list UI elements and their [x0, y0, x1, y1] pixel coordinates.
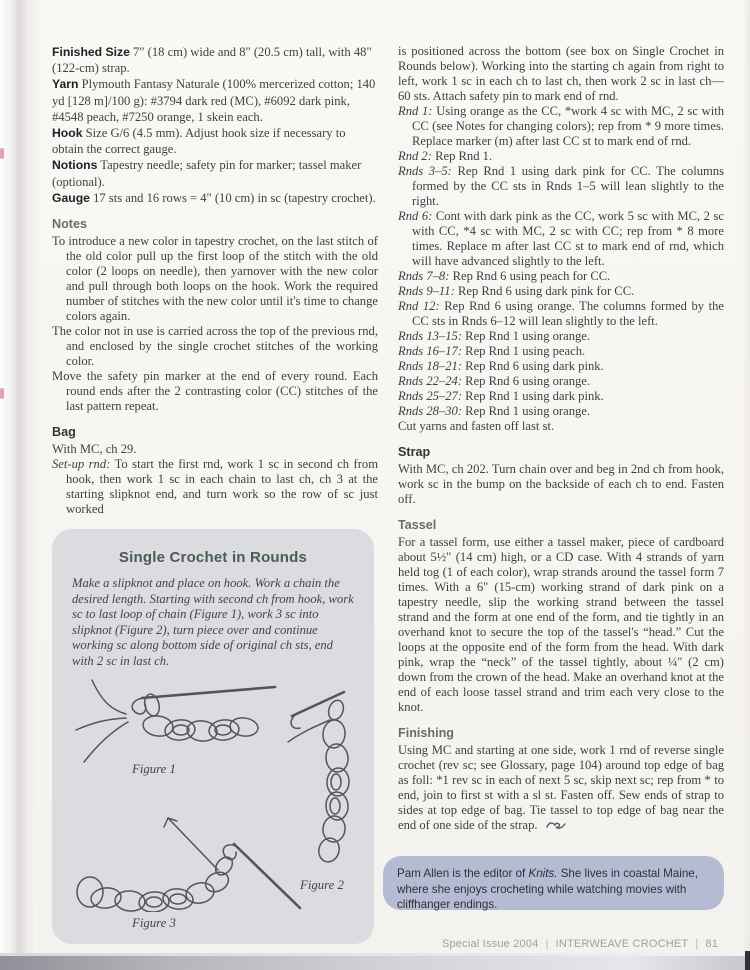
- spec-notions: [52, 157, 378, 189]
- round-label: Rnd 1:: [398, 104, 433, 118]
- round-text: Rep Rnd 1 using peach.: [465, 344, 586, 358]
- cut-yarns-line: Cut yarns and fasten off last st.: [398, 419, 555, 433]
- spec-hook: [52, 125, 378, 157]
- round-text: Rep Rnd 6 using orange.: [465, 374, 591, 388]
- round-instruction: [398, 404, 724, 419]
- notes-paragraph: Move the safety pin marker at the end of every round. Each round ends after the 2 contrasting color (CC) stitches of the last pattern repeat.: [52, 369, 378, 414]
- round-label: Rnds 18–21:: [398, 359, 463, 373]
- round-label: Rnd 12:: [398, 299, 440, 313]
- round-text: Cont with dark pink as the CC, work 5 sc with MC, 2 sc with CC, *4 sc with MC, 2 sc with CC; rep from * 8 more times. Replace m after last CC st to mark end of rnd, which will have advanced slightly to the left.: [412, 209, 724, 268]
- round-instruction: [398, 359, 724, 374]
- notes-paragraph: The color not in use is carried across the top of the previous rnd, and enclosed by the single crochet stitches of the working color.: [52, 324, 378, 369]
- footer-separator: |: [695, 938, 699, 950]
- notes-paragraph: To introduce a new color in tapestry crochet, on the last stitch of the old color pull up the first loop of the stitch with the old color (2 loops on needle), then yarnover with the new color and pull through both loops on the hook. Work the required number of stitches with the new color until it's time to change colors again.: [52, 234, 378, 324]
- round-label: Set-up rnd:: [52, 457, 111, 472]
- round-label: Rnds 13–15:: [398, 329, 463, 343]
- spec-text: Tapestry needle; safety pin for marker; tassel maker (optional).: [52, 158, 362, 189]
- round-text: Rep Rnd 6 using peach for CC.: [452, 269, 611, 283]
- footer-magazine-title: INTERWEAVE CROCHET: [555, 938, 689, 950]
- box-figures: [72, 678, 354, 940]
- spec-label: Hook: [52, 126, 83, 141]
- strap-instructions: With MC, ch 202. Turn chain over and beg in 2nd ch from hook, work sc in the bump on the backside of each ch to end. Fasten off.: [398, 462, 724, 506]
- round-instruction: [398, 104, 724, 149]
- crochet-chain-turned-icon: [72, 816, 304, 912]
- round-text: Rep Rnd 6 using dark pink for CC.: [457, 284, 635, 298]
- round-label: Rnds 28–30:: [398, 404, 463, 418]
- bag-intro: With MC, ch 29.: [52, 442, 137, 457]
- scan-bottom-edge: [0, 956, 750, 970]
- box-instructions: Make a slipknot and place on hook. Work a chain the desired length. Starting with second ch from hook, work sc to last loop of chain (Figure 1), work 3 sc into slipknot (Figure 2), turn piece over and continue working sc along bottom side of original ch sts, end with 2 sc in last ch.: [72, 576, 354, 668]
- page-footer: [430, 938, 730, 950]
- spec-text: Plymouth Fantasy Naturale (100% mercerized cotton; 140 yd [128 m]/100 g): #3794 dark red (MC), #6092 dark pink, #4548 peach, #7250 orange, 1 skein each.: [52, 77, 376, 124]
- round-label: Rnds 3–5:: [398, 164, 452, 178]
- round-instruction: [398, 389, 724, 404]
- round-label: Rnds 22–24:: [398, 374, 463, 388]
- round-text: Rep Rnd 1 using orange.: [465, 329, 591, 343]
- round-text: Rep Rnd 1 using dark pink.: [465, 389, 604, 403]
- bio-magazine-name: Knits.: [528, 867, 558, 880]
- figure-2-caption: Figure 2: [300, 877, 344, 892]
- scan-corner-mark: [745, 951, 750, 970]
- round-text: Rep Rnd 1 using dark pink for CC. The columns formed by the CC sts in Rnds 1–5 will lean slightly to the right.: [412, 164, 724, 208]
- round-label: Rnd 6:: [398, 209, 433, 223]
- spec-finished-size: [52, 44, 378, 76]
- round-instruction: [398, 299, 724, 329]
- footer-separator: |: [545, 938, 549, 950]
- spec-label: Finished Size: [52, 45, 130, 59]
- figure-3-caption: Figure 3: [132, 915, 176, 930]
- tassel-heading: Tassel: [398, 518, 437, 532]
- crochet-figure-3-illustration: [72, 816, 304, 917]
- pattern-specs: [52, 44, 378, 206]
- round-instruction: [398, 329, 724, 344]
- crochet-chain-horizontal-icon: [72, 678, 277, 764]
- bag-heading: Bag: [52, 425, 76, 440]
- round-instruction: [398, 374, 724, 389]
- round-label: Rnds 16–17:: [398, 344, 463, 358]
- spec-gauge: [52, 190, 378, 206]
- strap-heading: Strap: [398, 445, 431, 459]
- round-instruction: [398, 149, 724, 164]
- scan-right-edge: [742, 0, 750, 970]
- round-instruction: [398, 344, 724, 359]
- bag-continuation-paragraph: is positioned across the bottom (see box on Single Crochet in Rounds below). Working into the starting ch again from right to left, work 1 sc in each ch to last ch, then work 2 sc in last ch—60 sts. Attach safety pin to mark end of rnd.: [398, 44, 724, 103]
- spec-yarn: [52, 76, 378, 125]
- spec-label: Notions: [52, 158, 98, 173]
- scan-pink-mark: [0, 388, 4, 399]
- author-bio-box: [383, 856, 724, 910]
- bio-text: Pam Allen is the editor of: [397, 867, 529, 880]
- scan-pink-mark: [0, 148, 4, 159]
- round-label: Rnds 9–11:: [398, 284, 455, 298]
- round-text: Rep Rnd 6 using dark pink.: [465, 359, 604, 373]
- round-text: Rep Rnd 1 using orange.: [465, 404, 591, 418]
- spec-text: 17 sts and 16 rows = 4" (10 cm) in sc (tapestry crochet).: [93, 190, 376, 205]
- spec-text: Size G/6 (4.5 mm). Adjust hook size if necessary to obtain the correct gauge.: [52, 126, 346, 157]
- box-title: Single Crochet in Rounds: [118, 549, 308, 567]
- round-instruction: [398, 269, 724, 284]
- round-label: Rnds 7–8:: [398, 269, 450, 283]
- spec-label: Yarn: [52, 77, 79, 92]
- round-instruction: [398, 209, 724, 269]
- scan-gutter-shadow: [0, 0, 38, 956]
- single-crochet-in-rounds-box: [52, 529, 374, 944]
- right-column: [398, 44, 724, 834]
- bio-text: She lives in coastal Maine, where she enjoys crocheting while watching movies with cliffhanger endings.: [397, 867, 698, 911]
- left-column: [52, 44, 378, 944]
- notes-heading: Notes: [52, 217, 87, 232]
- end-of-article-ornament-icon: [546, 819, 566, 834]
- round-label: Rnds 25–27:: [398, 389, 463, 403]
- round-instruction: [398, 164, 724, 209]
- finishing-instructions: [398, 743, 724, 834]
- round-text: To start the first rnd, work 1 sc in second ch from hook, then work 1 sc in each chain to last ch, ch 3 at the starting slipknot end, and turn work so the row of sc just worked: [66, 457, 379, 517]
- figure-1-caption: Figure 1: [132, 761, 176, 776]
- round-text: Using orange as the CC, *work 4 sc with MC, 2 sc with CC (see Notes for changing colors); rep from * 9 more times. Replace marker (m) after last CC st to mark end of rnd.: [412, 104, 724, 148]
- round-instruction: [398, 284, 724, 299]
- tassel-instructions: For a tassel form, use either a tassel maker, piece of cardboard about 5½" (14 cm) high, or a CD case. With 4 strands of yarn held tog (1 of each color), wrap strands around the tassel form 7 times. With a 6" (15-cm) working strand of dark pink on a tapestry needle, slip the working strand between the tassel strand and the form at one end of the form, and tie tightly in an overhand knot to secure the top of the tassel's “head.” Cut the loops at the opposite end of the form from the head. With dark pink, wrap the “neck” of the tassel tightly, about ¼" (2 cm) down from the crown of the head. Make an overhand knot at the end of each loose tassel strand and trim each very close to the knot.: [398, 535, 724, 714]
- footer-issue: Special Issue 2004: [441, 938, 539, 950]
- footer-page-number: 81: [705, 938, 719, 950]
- spec-text: 7" (18 cm) wide and 8" (20.5 cm) tall, with 48" (122-cm) strap.: [52, 45, 372, 76]
- spec-label: Gauge: [52, 190, 90, 205]
- finishing-text: Using MC and starting at one side, work 1 rnd of reverse single crochet (rev sc; see Glossary, page 104) around top edge of bag as foll: *1 rev sc in each of next 5 sc, skip next sc; rep from * to end, join to first st with a sl st. Fasten off. Sew ends of strap to sides at top edge of bag. Tie tassel to top edge of bag near the end of one side of the strap.: [398, 743, 724, 832]
- round-label: Rnd 2:: [398, 149, 432, 163]
- round-text: Rep Rnd 1.: [435, 149, 493, 163]
- round-text: Rep Rnd 6 using orange. The columns formed by the CC sts in Rnds 6–12 will lean slightly to the left.: [412, 299, 724, 328]
- bag-setup-round: [52, 457, 378, 517]
- finishing-heading: Finishing: [398, 726, 454, 740]
- crochet-figure-1-illustration: [72, 678, 277, 769]
